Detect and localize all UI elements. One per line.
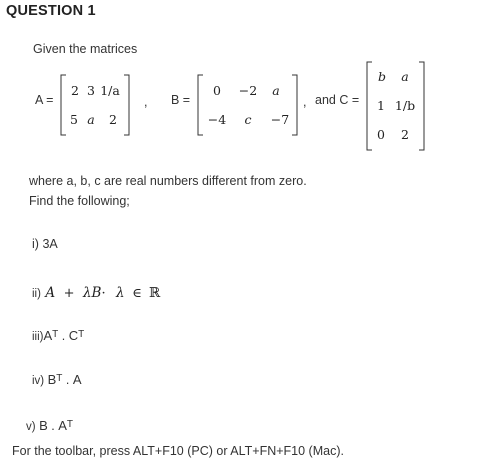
part-iii-transpose-a: T [52,329,59,340]
instruction-text: Find the following; [29,194,130,208]
part-iv [32,372,82,387]
part-iii-separator: . [61,329,66,343]
part-iii-matrix-a: A [43,328,53,343]
part-i-expression: 3A [42,237,58,251]
part-iv-matrix-a: A [72,372,82,387]
part-ii-lambda: λ [82,285,92,301]
matrix-a-cell-1-2: 3 [87,83,95,98]
part-v-matrix-a: A [58,418,67,433]
matrix-b-comma: , [303,95,307,109]
matrix-a-label: A = [35,93,54,107]
part-v-separator: . [51,419,55,433]
part-ii-matrix-b: B [91,285,102,301]
part-ii [32,284,160,302]
matrix-c-cell-3-2: 2 [401,127,409,142]
part-iii-matrix-c: C [68,328,79,343]
matrix-c-cell-2-2: 1/b [394,98,416,113]
matrix-b-left-bracket [197,75,205,135]
part-v-marker: v) [26,421,36,433]
matrix-a-left-bracket [60,75,68,135]
part-v [26,418,73,433]
part-ii-plus: + [63,286,75,301]
matrix-a-right-bracket [123,75,131,135]
matrix-c-cell-2-1: 1 [377,98,385,113]
part-iv-transpose-b: T [56,373,63,384]
matrix-a-cell-2-1: 5 [70,112,78,127]
part-iii-transpose-c: T [78,329,85,340]
matrix-a-cell-1-1: 2 [71,83,79,98]
matrix-b-right-bracket [291,75,299,135]
matrix-a-comma: , [144,95,148,109]
part-i-marker: i) [32,237,39,251]
matrix-b-cell-2-3: −7 [270,112,290,127]
matrix-c-cell-3-1: 0 [377,127,385,142]
part-ii-dot: · [101,286,106,301]
matrix-c-right-bracket [418,62,426,150]
part-iii [32,328,84,343]
part-ii-real-set: ℝ [149,285,161,301]
part-v-transpose-a: T [66,419,73,430]
part-ii-lambda-2: λ [116,285,125,301]
matrix-c-cell-1-2: a [401,69,409,84]
and-c-label: and C = [315,93,360,107]
matrix-a-cell-2-3: 2 [109,112,117,127]
part-i [32,237,58,251]
part-iii-marker: iii) [32,331,44,343]
part-iv-marker: iv) [32,375,45,387]
intro-text: Given the matrices [33,42,138,56]
part-ii-matrix-a: A [45,285,56,301]
part-iv-matrix-b: B [47,372,57,387]
matrix-b-cell-2-1: −4 [207,112,227,127]
matrix-b-cell-2-2: c [244,112,252,127]
matrix-b-cell-1-3: a [272,83,280,98]
matrix-a-cell-2-2: a [87,112,95,127]
matrix-a-cell-1-3: 1/a [100,83,120,98]
part-v-matrix-b: B [39,418,48,433]
part-ii-element-of: ∈ [132,286,142,301]
question-heading: QUESTION 1 [6,3,96,19]
condition-text: where a, b, c are real numbers different from zero. [29,174,307,188]
matrix-b-cell-1-1: 0 [213,83,221,98]
part-ii-marker: ii) [32,288,41,300]
matrix-b-cell-1-2: −2 [238,83,258,98]
part-iv-separator: . [65,373,70,387]
matrix-b-label: B = [171,93,191,107]
matrix-c-cell-1-1: b [377,69,387,84]
toolbar-hint: For the toolbar, press ALT+F10 (PC) or ALT+FN+F10 (Mac). [12,444,344,458]
matrix-c-left-bracket [366,62,374,150]
